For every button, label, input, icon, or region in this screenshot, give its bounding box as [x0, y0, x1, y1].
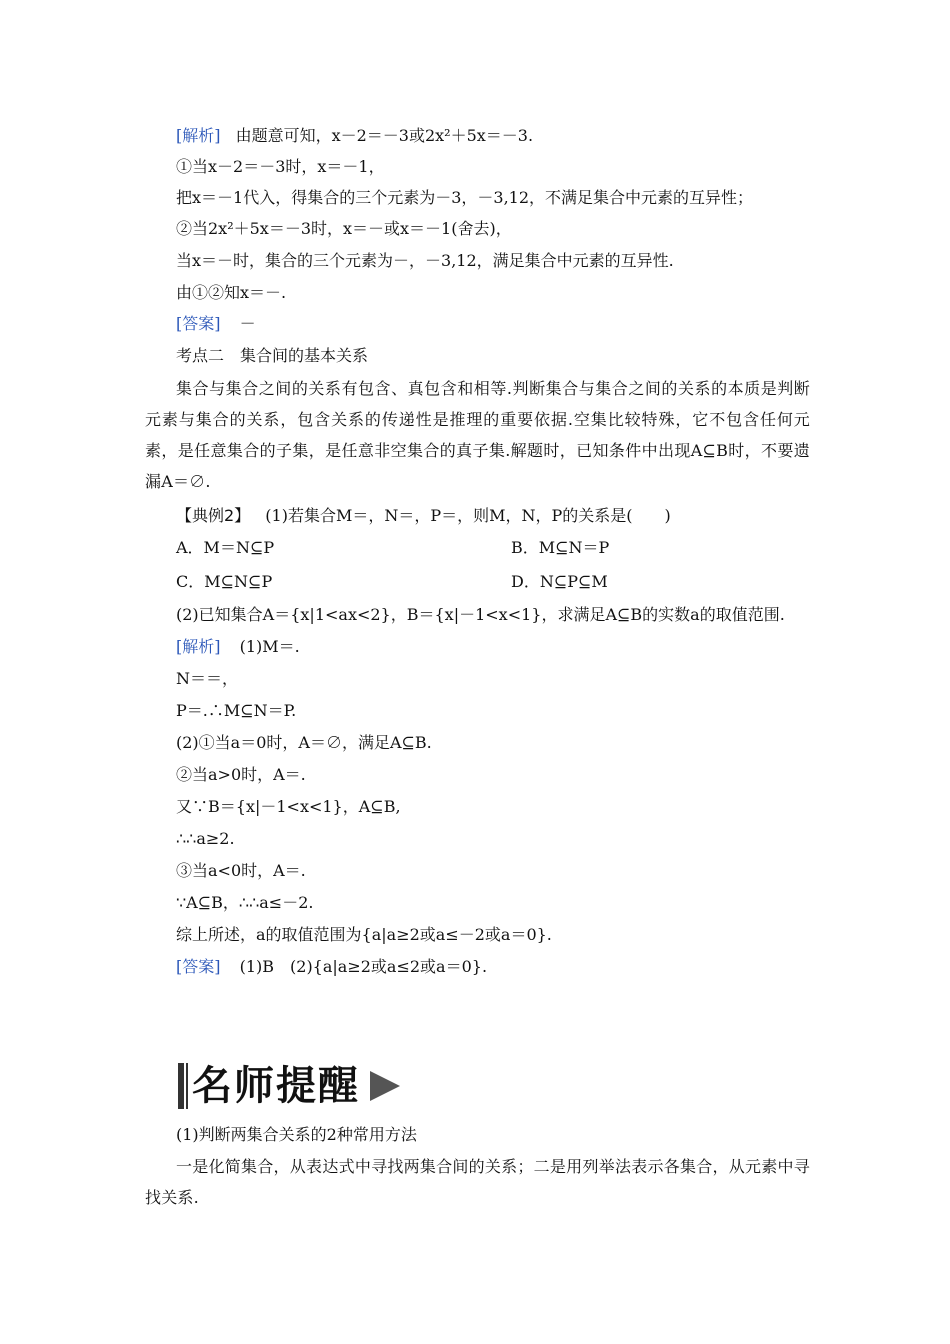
heading-bar: [178, 1063, 184, 1109]
option-b: B．M⊆N＝P: [511, 538, 610, 557]
analysis2-line8: ③当a<0时，A＝.: [176, 861, 306, 880]
analysis2-line3: P＝.∴M⊆N＝P.: [176, 701, 297, 720]
option-d: D．N⊆P⊆M: [511, 572, 608, 591]
example2-question2: (2)已知集合A＝{x|1<ax<2}，B＝{x|－1<x<1}，求满足A⊆B的实数a的取值范围.: [176, 605, 785, 624]
analysis1-line1: [解析] 由题意可知，x－2＝－3或2x²＋5x＝－3.: [176, 126, 534, 145]
example-tag: 【典例2】: [176, 506, 251, 525]
answer-tag: [答案]: [176, 957, 221, 976]
option-a: A．M＝N⊆P: [176, 538, 275, 557]
analysis-tag: [解析]: [176, 637, 221, 656]
answer2: [176, 957, 487, 977]
tips-subheading: (1)判断两集合关系的2种常用方法: [176, 1125, 417, 1144]
answer1: [176, 314, 256, 334]
analysis1-line4: ②当2x²＋5x＝－3时，x＝－或x＝－1(舍去)，: [176, 219, 512, 238]
analysis1-line6: 由①②知x＝－.: [176, 283, 287, 302]
analysis-tag: [解析]: [176, 126, 221, 145]
answer1-value: －: [239, 314, 256, 333]
analysis1-line2: ①当x－2＝－3时，x＝－1，: [176, 157, 385, 176]
analysis1-line3: 把x＝－1代入，得集合的三个元素为－3，－3,12，不满足集合中元素的互异性；: [176, 188, 754, 207]
heading-bar-thin: [186, 1063, 188, 1109]
analysis2-line1: [解析] (1)M＝.: [176, 637, 300, 656]
analysis2-line9: ∵A⊆B，∴∴a≤－2.: [176, 893, 314, 912]
analysis2-line6: 又∵B＝{x|－1<x<1}，A⊆B,: [176, 797, 401, 816]
analysis2-line2: N＝＝，: [176, 669, 239, 688]
analysis2-line10: 综上所述，a的取值范围为{a|a≥2或a≤－2或a＝0}.: [176, 925, 552, 944]
section2-paragraph: 集合与集合之间的关系有包含、真包含和相等.判断集合与集合之间的关系的本质是判断元素与集合的关系，包含关系的传递性是推理的重要依据.空集比较特殊，它不包含任何元素，是任意集合的子集，是任意非空集合的真子集.解题时，已知条件中出现A⊆B时，不要遗漏A＝∅.: [145, 379, 810, 491]
tips-heading: 名师提醒: [192, 1063, 360, 1109]
analysis2-line4: (2)①当a＝0时，A＝∅，满足A⊆B.: [176, 733, 432, 752]
option-c: C．M⊆N⊆P: [176, 572, 273, 591]
analysis2-line5: ②当a>0时，A＝.: [176, 765, 306, 784]
analysis2-line7: ∴∴a≥2.: [176, 829, 235, 848]
section2-title: 考点二 集合间的基本关系: [176, 346, 369, 365]
answer2-value: (1)B (2){a|a≥2或a≤2或a＝0}.: [239, 957, 488, 976]
example2-question1: 【典例2】 (1)若集合M＝，N＝，P＝，则M，N，P的关系是( ): [176, 506, 671, 525]
analysis1-line5: 当x＝－时，集合的三个元素为－，－3,12，满足集合中元素的互异性.: [176, 251, 674, 270]
tips-paragraph: 一是化简集合，从表达式中寻找两集合间的关系；二是用列举法表示各集合，从元素中寻找关系.: [145, 1157, 810, 1207]
play-arrow-icon: [370, 1071, 400, 1101]
answer-tag: [答案]: [176, 314, 221, 333]
